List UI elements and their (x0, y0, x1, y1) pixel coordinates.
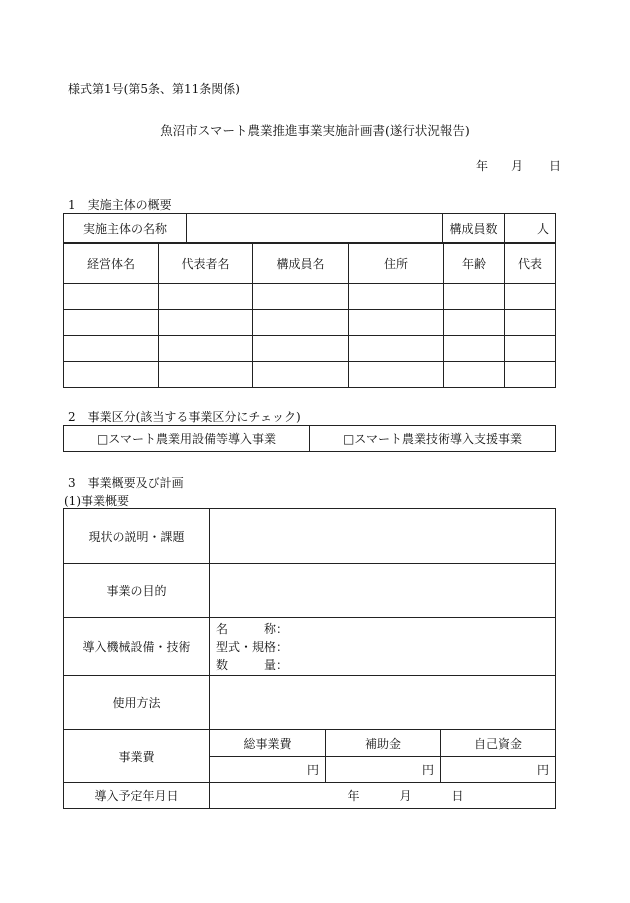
table-cell[interactable] (444, 362, 505, 388)
table-cell[interactable] (349, 310, 444, 336)
table-row (64, 336, 556, 362)
column-header: 経営体名 (64, 243, 159, 284)
section2-heading: 2 事業区分(該当する事業区分にチェック) (68, 410, 301, 424)
intro-date-month: 月 (399, 789, 412, 803)
column-header: 構成員名 (253, 243, 349, 284)
table-cell[interactable] (505, 284, 556, 310)
table-cell[interactable] (253, 362, 349, 388)
table-cell[interactable] (253, 310, 349, 336)
purpose-field[interactable] (210, 564, 556, 618)
equipment-name-label: 名 称： (216, 621, 289, 636)
table-cell[interactable] (505, 362, 556, 388)
table-cell[interactable] (159, 362, 253, 388)
section3-heading: 3 事業概要及び計画 (68, 476, 184, 490)
page-title: 魚沼市スマート農業推進事業実施計画書(遂行状況報告) (160, 123, 470, 138)
cost-label: 事業費 (64, 730, 210, 783)
form-number: 様式第1号(第5条、第11条関係) (68, 82, 240, 96)
table-cell[interactable] (159, 336, 253, 362)
table-cell[interactable] (349, 284, 444, 310)
table-cell[interactable] (64, 310, 159, 336)
current-state-label: 現状の説明・課題 (64, 509, 210, 564)
intro-date-field[interactable] (210, 783, 556, 809)
table-cell[interactable] (505, 310, 556, 336)
header-date-month: 月 (511, 159, 524, 173)
table-cell[interactable] (159, 310, 253, 336)
equipment-model-label: 型式・規格： (216, 639, 289, 654)
entity-name-label: 実施主体の名称 (64, 214, 187, 244)
member-count-unit: 人 (536, 222, 549, 236)
own-funds-field[interactable] (441, 757, 556, 783)
section1-heading: 1 実施主体の概要 (68, 198, 172, 212)
table-row (64, 284, 556, 310)
table-cell[interactable] (64, 336, 159, 362)
column-header: 住所 (349, 243, 444, 284)
current-state-field[interactable] (210, 509, 556, 564)
table-cell[interactable] (64, 284, 159, 310)
intro-date-year: 年 (347, 789, 360, 803)
table-cell[interactable] (253, 336, 349, 362)
intro-date-day: 日 (451, 789, 464, 803)
members-table-header (64, 243, 556, 284)
equipment-quantity-label: 数 量： (216, 657, 289, 672)
table-cell[interactable] (505, 336, 556, 362)
usage-field[interactable] (210, 676, 556, 730)
table-row (64, 362, 556, 388)
table-cell[interactable] (349, 362, 444, 388)
usage-label: 使用方法 (64, 676, 210, 730)
equipment-field[interactable] (210, 618, 556, 676)
yen-unit: 円 (537, 763, 550, 777)
members-table (63, 242, 556, 388)
member-count-field[interactable] (505, 214, 556, 244)
table-cell[interactable] (444, 284, 505, 310)
table-cell[interactable] (444, 310, 505, 336)
column-header: 代表 (505, 243, 556, 284)
header-date-year: 年 (476, 159, 489, 173)
entity-name-table (63, 213, 556, 244)
total-cost-field[interactable] (210, 757, 326, 783)
category-option-equipment[interactable]: □スマート農業用設備等導入事業 (64, 426, 310, 452)
category-option-technology[interactable]: □スマート農業技術導入支援事業 (310, 426, 556, 452)
equipment-label: 導入機械設備・技術 (64, 618, 210, 676)
table-cell[interactable] (349, 336, 444, 362)
table-cell[interactable] (444, 336, 505, 362)
purpose-label: 事業の目的 (64, 564, 210, 618)
yen-unit: 円 (306, 763, 319, 777)
member-count-label: 構成員数 (443, 214, 505, 244)
table-cell[interactable] (159, 284, 253, 310)
entity-name-field[interactable] (187, 214, 443, 244)
total-cost-label: 総事業費 (210, 730, 326, 757)
column-header: 代表者名 (159, 243, 253, 284)
section3-subheading: (1)事業概要 (64, 494, 129, 508)
yen-unit: 円 (421, 763, 434, 777)
subsidy-field[interactable] (326, 757, 441, 783)
table-cell[interactable] (64, 362, 159, 388)
intro-date-label: 導入予定年月日 (64, 783, 210, 809)
header-date-day: 日 (549, 159, 562, 173)
project-summary-table (63, 508, 556, 809)
column-header: 年齢 (444, 243, 505, 284)
subsidy-label: 補助金 (326, 730, 441, 757)
table-cell[interactable] (253, 284, 349, 310)
table-row (64, 310, 556, 336)
project-category-table (63, 425, 556, 452)
own-funds-label: 自己資金 (441, 730, 556, 757)
